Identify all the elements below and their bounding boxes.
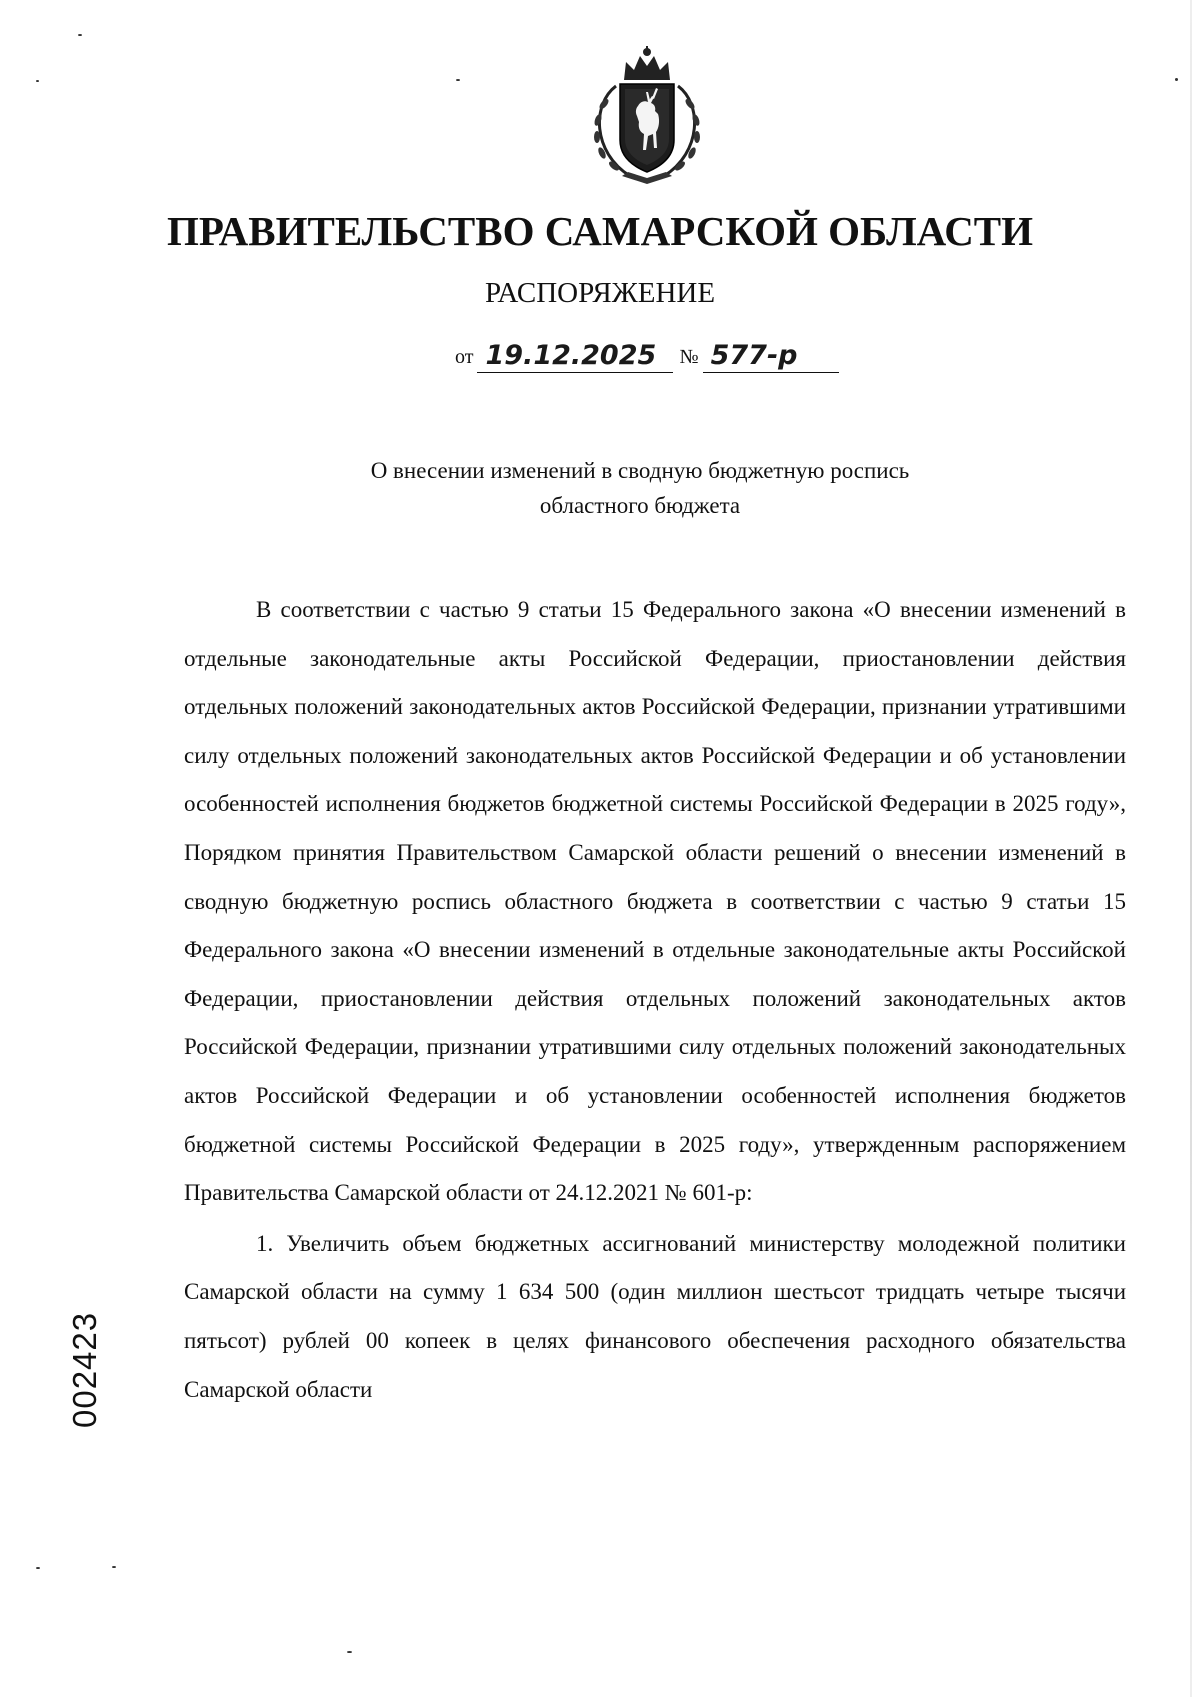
scan-speck (36, 80, 39, 82)
side-registration-number: 002423 (66, 1311, 103, 1428)
document-type: РАСПОРЯЖЕНИЕ (484, 277, 716, 309)
document-subject (300, 453, 980, 523)
subject-line: областного бюджета (539, 493, 741, 518)
document-body (184, 586, 1126, 1414)
scan-speck (456, 79, 460, 81)
date-label: от (455, 346, 474, 368)
scan-speck (112, 1566, 116, 1568)
number-value: 577-р (703, 340, 839, 373)
coat-of-arms-emblem (582, 44, 712, 186)
scan-speck (78, 34, 82, 36)
preamble-paragraph: В соответствии с частью 9 статьи 15 Федерального закона «О внесении изменений в отдельные законодательные акты Российской Федерации, приостановлении действия отдельных положений законодательных актов Российской Федерации, признании утратившими силу отдельных положений законодательных актов Российской Федерации и об установлении особенностей исполнения бюджетов бюджетной системы Российской Федерации в 2025 году», Порядком принятия Правительством Самарской области решений о внесении изменений в сводную бюджетную роспись областного бюджета в соответствии с частью 9 статьи 15 Федерального закона «О внесении изменений в отдельные законодательные акты Российской Федерации, приостановлении действия отдельных положений законодательных актов Российской Федерации, признании утратившими силу отдельных положений законодательных актов Российской Федерации и об установлении особенностей исполнения бюджетов бюджетной системы Российской Федерации в 2025 году», утвержденным распоряжением Правительства Самарской области от 24.12.2021 № 601-р: (184, 597, 1126, 1206)
government-title: ПРАВИТЕЛЬСТВО САМАРСКОЙ ОБЛАСТИ (166, 208, 1034, 254)
number-label: № (679, 346, 699, 368)
scan-speck (1175, 78, 1178, 81)
date-number-line (455, 333, 839, 373)
subject-line: О внесении изменений в сводную бюджетную роспись (370, 458, 910, 483)
scan-speck (36, 1567, 40, 1569)
date-value: 19.12.2025 (477, 340, 673, 373)
scan-speck (347, 1651, 352, 1653)
item-1-paragraph: 1. Увеличить объем бюджетных ассигнований министерству молодежной политики Самарской области на сумму 1 634 500 (один миллион шестьсот тридцать четыре тысячи пятьсот) рублей 00 копеек в целях финансового обеспечения расходного обязательства Самарской области (184, 1230, 1126, 1402)
